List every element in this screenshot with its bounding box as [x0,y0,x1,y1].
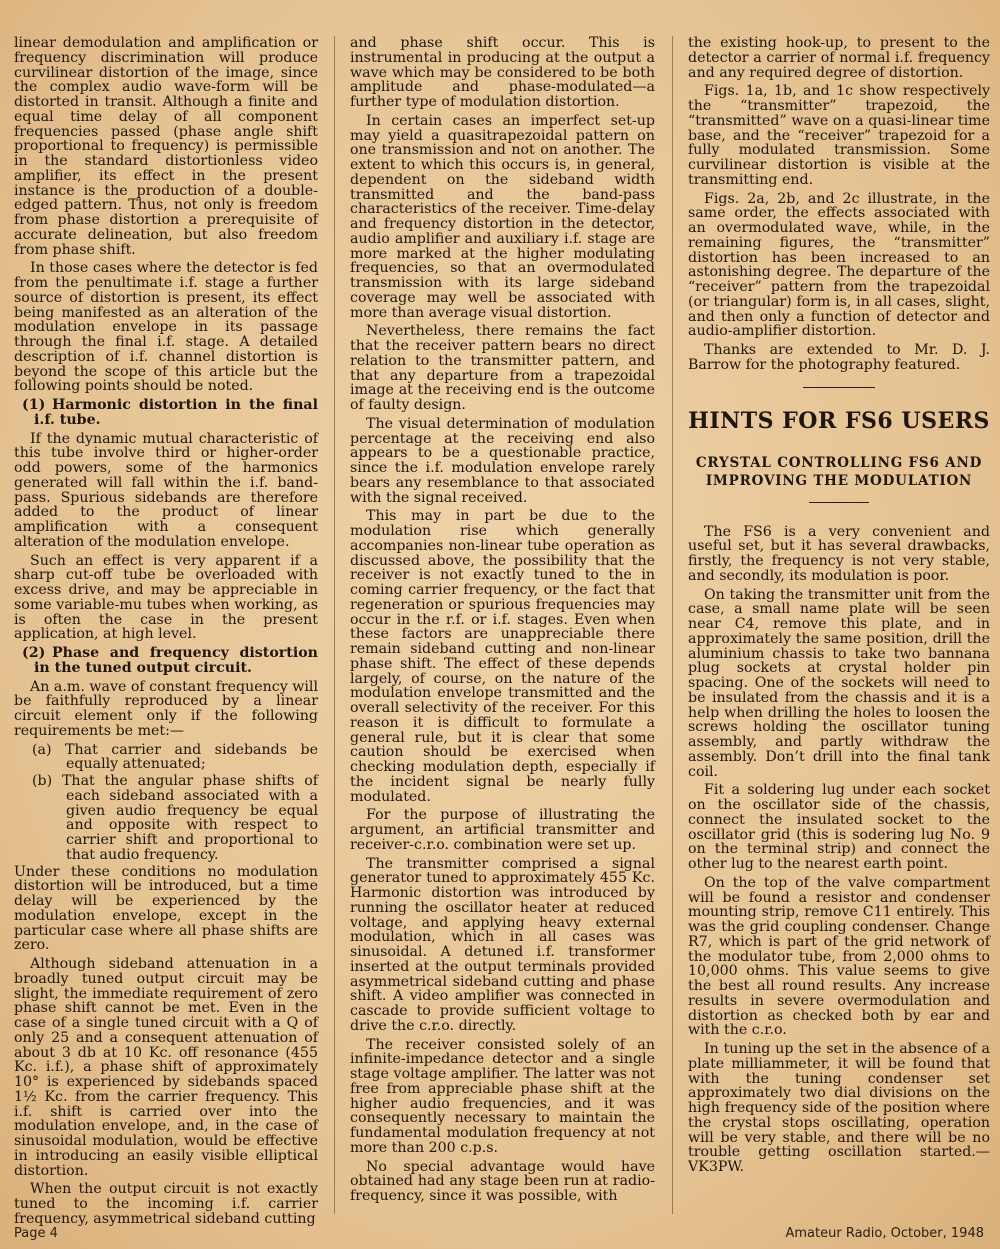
section-divider [803,387,875,388]
section-divider [809,502,869,503]
list-item: (b) That the angular phase shifts of each sideband associated with a given audio frequency be equal and opposite with respect to carrier shift and proportional to that audio frequency. [32,773,318,863]
paragraph: No special advantage would have obtained had any stage been run at radio-frequency, since it was possible, with [350,1158,655,1204]
paragraph: The visual determination of modulation percentage at the receiving end also appears to be a questionable practice, since the i.f. modulation envelope rarely bears any resemblance to that associated with the signal received. [350,415,655,506]
paragraph: In those cases where the detector is fed from the penultimate i.f. stage a further source of distortion is present, its effect being manifested as an alteration of the modulation envelope in its passage through the final i.f. stage. A detailed description of i.f. channel distortion is beyond the scope of this article but the following points should be noted. [14,260,318,395]
paragraph: This may in part be due to the modulation rise which generally accompanies non-linear tube operation as discussed above, the possibility that the receiver is not exactly tuned to the in coming carrier frequency, or the fact that regeneration or spurious frequencies may occur in the r.f. or i.f. stages. Even when these factors are unappreciable there remain sideband cutting and non-linear phase shift. The effect of these depends largely, of course, on the nature of the modulation envelope transmitted and the overall selectivity of the receiver. For this reason it is difficult to formulate a general rule, but it is clear that some caution should be exercised when checking modulation depth, especially if the incident signal be nearly fully modulated. [350,508,655,805]
paragraph: Such an effect is very apparent if a sharp cut-off tube be overloaded with excess drive, and may be appreciable in some variable-mu tubes when working, as is often the case in the present application, at high level. [14,552,318,643]
article-title: HINTS FOR FS6 USERS [688,407,990,434]
heading-number: (2) [22,645,46,661]
page-number: Page 4 [14,1226,58,1241]
column-2 [350,36,655,1208]
paragraph: For the purpose of illustrating the argument, an artificial transmitter and receiver-c.r.o. combination were set up. [350,807,655,853]
heading-text: Harmonic distortion in the final i.f. tube. [34,397,318,428]
paragraph: An a.m. wave of constant frequency will be faithfully reproduced by a linear circuit element only if the following requirements be met:— [14,678,318,739]
paragraph: When the output circuit is not exactly tuned to the incoming i.f. carrier frequency, asymmetrical sideband cutting [14,1181,318,1227]
paragraph: the existing hook-up, to present to the detector a carrier of normal i.f. frequency and any required degree of distortion. [688,35,990,81]
column-1 [14,36,318,1231]
paragraph: In certain cases an imperfect set-up may yield a quasitrapezoidal pattern on one transmission and not on another. The extent to which this occurs is, in general, dependent on the sideband width transmitted and the band-pass characteristics of the receiver. Time-delay and frequency distortion in the detector, audio amplifier and auxiliary i.f. stage are more marked at the higher modulating frequencies, so that an overmodulated transmission with its large sideband coverage may well be associated with more than average visual distortion. [350,112,655,321]
paragraph: Under these conditions no modulation distortion will be introduced, but a time delay will be experienced by the modulation envelope, except in the particular case where all phase shifts are zero. [14,863,318,954]
paragraph: If the dynamic mutual characteristic of this tube involve third or higher-order odd powers, some of the harmonics generated will fall within the i.f. band-pass. Spurious sidebands are therefore added to the product of linear amplification with a consequent alteration of the modulation envelope. [14,430,318,550]
paragraph: On the top of the valve compartment will be found a resistor and condenser mounting strip, remove C11 entirely. This was the grid coupling condenser. Change R7, which is part of the grid network of the modulator tube, from 2,000 ohms to 10,000 ohms. This value seems to give the best all round results. Any increase results in severe overmodulation and distortion as checked both by ear and with the c.r.o. [688,874,990,1039]
paragraph: The FS6 is a very convenient and useful set, but it has several drawbacks, firstly, the frequency is not very stable, and secondly, its modulation is poor. [688,523,990,584]
paragraph: Figs. 1a, 1b, and 1c show respectively the “transmitter” trapezoid, the “transmitted” wave on a quasi-linear time base, and the “receiver” trapezoid for a fully modulated transmission. Some curvilinear distortion is visible at the transmitting end. [688,83,990,188]
column-3 [688,36,990,1179]
publication-footer: Amateur Radio, October, 1948 [785,1226,984,1241]
paragraph: Fit a soldering lug under each socket on the oscillator side of the chassis, connect the insulated socket to the oscillator grid (this is sodering lug No. 9 on the terminal strip) and connect the other lug to the nearest earth point. [688,782,990,872]
paragraph: On taking the transmitter unit from the case, a small name plate will be seen near C4, remove this plate, and in approximately the same position, drill the aluminium chassis to take two bannana plug sockets at crystal holder pin spacing. One of the sockets will need to be insulated from the chassis and it is a help when drilling the holes to loosen the screws holding the oscillator tuning assembly, and partly withdraw the assembly. Don’t drill into the final tank coil. [688,586,990,780]
list-item: (a) That carrier and sidebands be equally attenuated; [32,741,318,773]
paragraph: Figs. 2a, 2b, and 2c illustrate, in the same order, the effects associated with an overmodulated wave, while, in the remaining figures, the “transmitter” distortion has been increased to an astonishing degree. The departure of the “receiver” pattern from the trapezoidal (or triangular) form is, in all cases, slight, and then only a function of detector and audio-amplifier distortion. [688,190,990,340]
paragraph: The transmitter comprised a signal generator tuned to approximately 455 Kc. Harmonic distortion was introduced by running the oscillator heater at reduced voltage, and applying heavy external modulation, which in all cases was sinusoidal. A detuned i.f. transformer inserted at the output terminals provided asymmetrical sideband cutting and phase shift. A video amplifier was connected in cascade to provide sufficient voltage to drive the c.r.o. directly. [350,855,655,1034]
column-divider [334,36,335,1214]
paragraph: and phase shift occur. This is instrumental in producing at the output a wave which may be considered to be both amplitude and phase-modulated—a further type of modulation distortion. [350,35,655,110]
section-heading-phase [14,646,318,676]
paragraph: Thanks are extended to Mr. D. J. Barrow for the photography featured. [688,342,990,373]
paragraph: linear demodulation and amplification or frequency discrimination will produce curvilinear distortion of the image, since the complex audio wave-form will be distorted in transit. Although a finite and equal time delay of all component frequencies passed (phase angle shift proportional to frequency) is permissible in the standard distortionless video amplifier, its effect in the present instance is the production of a double-edged pattern. Thus, not only is freedom from phase distortion a prerequisite of accurate delineation, but also freedom from phase shift. [14,35,318,258]
heading-number: (1) [22,397,46,413]
heading-text: Phase and frequency distortion in the tuned output circuit. [34,645,318,676]
column-divider [672,36,673,1214]
paragraph: Although sideband attenuation in a broadly tuned output circuit may be slight, the immediate requirement of zero phase shift cannot be met. Even in the case of a single tuned circuit with a Q of only 25 and a consequent attenuation of about 3 db at 10 Kc. off resonance (455 Kc. i.f.), a phase shift of approximately 10° is experienced by sidebands spaced 1½ Kc. from the carrier frequency. This i.f. shift is carried over into the modulation envelope, and, in the case of sinusoidal modulation, would be effective in introducing an easily visible elliptical distortion. [14,956,318,1179]
paragraph: Nevertheless, there remains the fact that the receiver pattern bears no direct relation to the transmitter pattern, and that any departure from a trapezoidal image at the receiving end is the outcome of faulty design. [350,323,655,413]
article-subtitle: CRYSTAL CONTROLLING FS6 AND IMPROVING THE MODULATION [695,454,983,489]
paragraph: The receiver consisted solely of an infinite-impedance detector and a single stage voltage amplifier. The latter was not free from appreciable phase shift at the higher audio frequencies, and it was consequently necessary to maintain the fundamental modulation frequency at not more than 200 c.p.s. [350,1036,655,1156]
section-heading-harmonic [14,398,318,428]
paragraph: In tuning up the set in the absence of a plate milliammeter, it will be found that with the tuning condenser set approximately two dial divisions on the high frequency side of the position where the crystal stops oscillating, operation will be very stable, and there will be no trouble getting oscillation started.—VK3PW. [688,1041,990,1175]
